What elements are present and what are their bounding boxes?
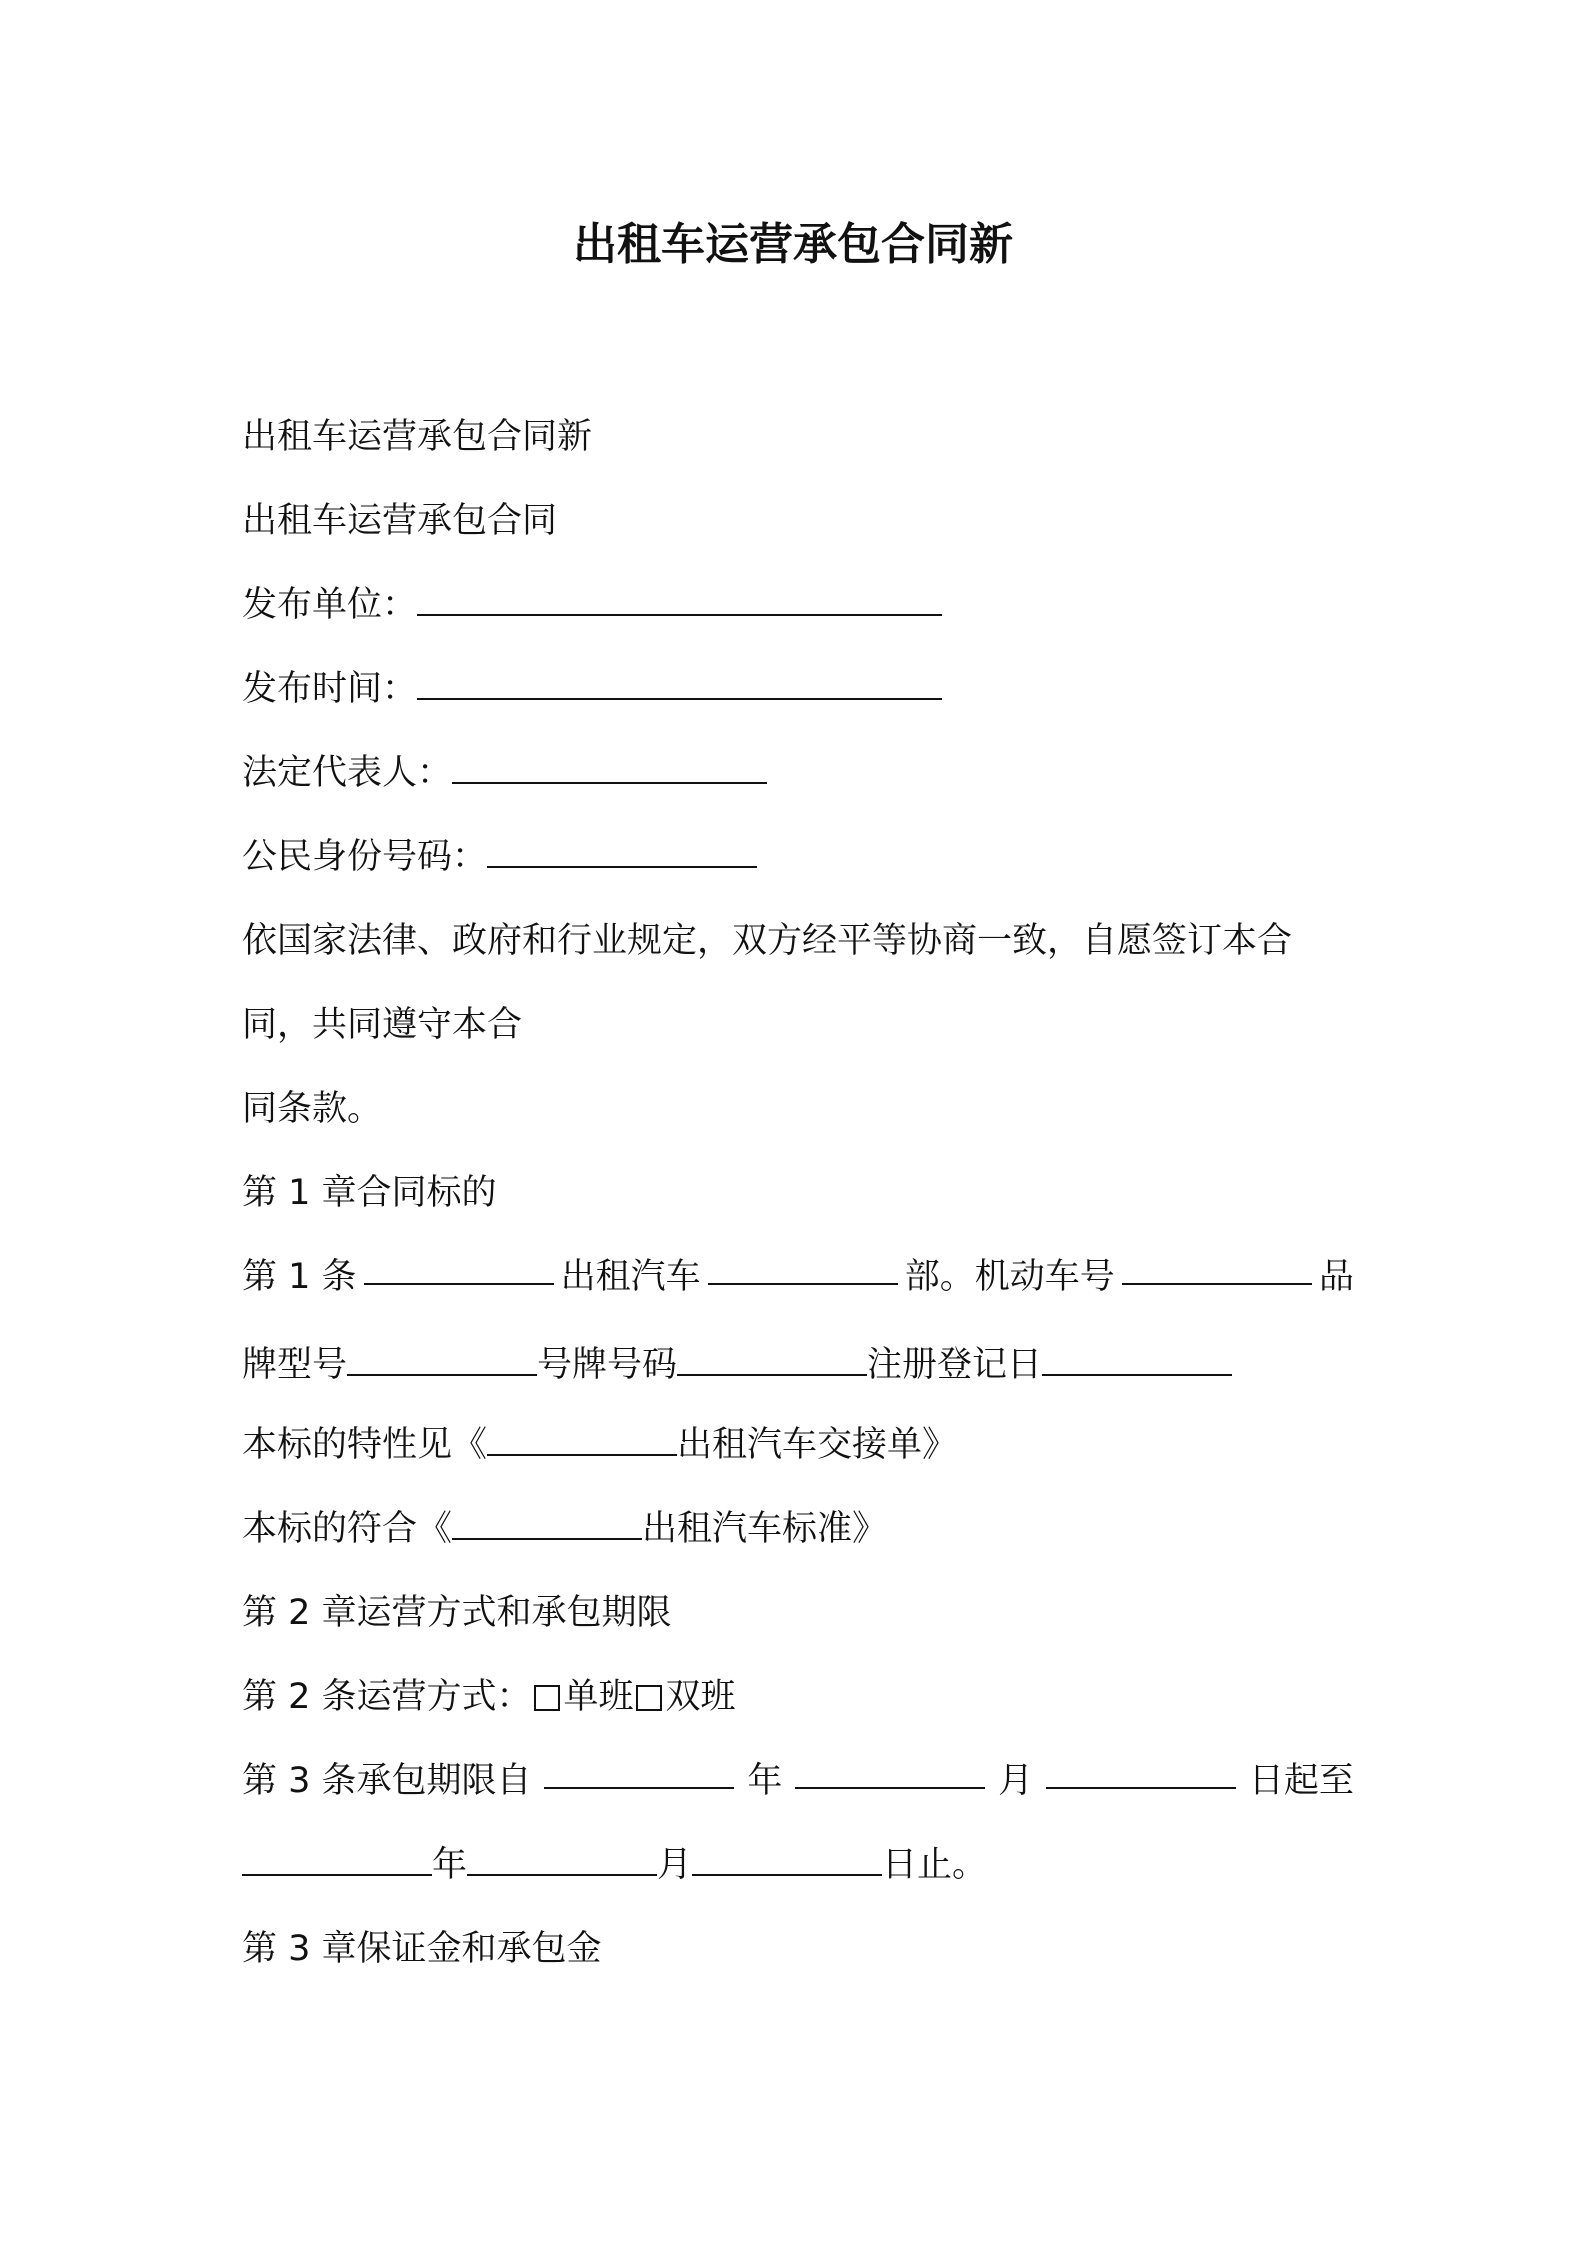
start-year-label: 年 xyxy=(747,1761,783,1801)
article-2-line xyxy=(242,1673,736,1721)
art1-register-label: 注册登记日 xyxy=(867,1345,1043,1385)
start-year-blank[interactable] xyxy=(544,1757,734,1789)
end-day-label: 日止。 xyxy=(882,1845,988,1885)
article-3-row-1 xyxy=(242,1757,1354,1805)
publisher-field xyxy=(242,581,942,629)
art1-model-label: 牌型号 xyxy=(242,1345,348,1385)
art1-plate-number-label: 号牌号码 xyxy=(537,1345,678,1385)
double-shift-checkbox[interactable] xyxy=(636,1685,662,1711)
art1-company-blank[interactable] xyxy=(364,1253,554,1285)
conform-blank[interactable] xyxy=(452,1508,642,1540)
single-shift-checkbox[interactable] xyxy=(534,1685,560,1711)
start-day-blank[interactable] xyxy=(1046,1757,1236,1789)
art1-label: 第 1 条 xyxy=(242,1257,357,1297)
art1-brand-char: 品 xyxy=(1318,1257,1354,1297)
chapter-3-heading: 第 3 章保证金和承包金 xyxy=(242,1929,602,1969)
publisher-label: 发布单位： xyxy=(242,585,418,625)
article-1-row-2 xyxy=(242,1341,1232,1389)
conform-line xyxy=(242,1505,887,1553)
end-year-blank[interactable] xyxy=(242,1844,432,1876)
end-month-blank[interactable] xyxy=(467,1844,657,1876)
start-month-blank[interactable] xyxy=(795,1757,985,1789)
double-shift-label: 双班 xyxy=(665,1677,736,1717)
art1-count-blank[interactable] xyxy=(708,1253,898,1285)
art3-label: 第 3 条承包期限自 xyxy=(242,1761,532,1801)
legal-rep-blank[interactable] xyxy=(452,752,767,784)
chapter-1-heading: 第 1 章合同标的 xyxy=(242,1173,497,1213)
publish-time-label: 发布时间： xyxy=(242,669,418,709)
id-number-blank[interactable] xyxy=(487,836,757,868)
legal-rep-label: 法定代表人： xyxy=(242,753,453,793)
subtitle-2: 出租车运营承包合同 xyxy=(242,501,558,541)
preamble-end: 同条款。 xyxy=(242,1089,383,1129)
art1-taxi-label: 出租汽车 xyxy=(560,1257,701,1297)
document-title: 出租车运营承包合同新 xyxy=(573,219,1013,270)
legal-rep-field xyxy=(242,749,767,797)
single-shift-label: 单班 xyxy=(563,1677,634,1717)
art1-plate-label: 部。机动车号 xyxy=(904,1257,1115,1297)
subtitle-1: 出租车运营承包合同新 xyxy=(242,417,593,457)
art1-vehicle-no-blank[interactable] xyxy=(1122,1253,1312,1285)
article-3-row-2 xyxy=(242,1841,987,1889)
preamble-paragraph: 依国家法律、政府和行业规定，双方经平等协商一致，自愿签订本合同，共同遵守本合 xyxy=(242,921,1293,1045)
chapter-2-heading: 第 2 章运营方式和承包期限 xyxy=(242,1593,672,1633)
conform-label: 本标的符合《 xyxy=(242,1509,453,1549)
id-number-label: 公民身份号码： xyxy=(242,837,488,877)
article-1-row-1 xyxy=(242,1253,1354,1301)
end-month-label: 月 xyxy=(657,1845,693,1885)
end-year-label: 年 xyxy=(432,1845,468,1885)
start-day-label: 日起至 xyxy=(1248,1761,1354,1801)
feature-label: 本标的特性见《 xyxy=(242,1425,488,1465)
art1-model-blank[interactable] xyxy=(347,1344,537,1376)
feature-blank[interactable] xyxy=(487,1424,677,1456)
art1-register-blank[interactable] xyxy=(1042,1344,1232,1376)
conform-tail: 出租汽车标准》 xyxy=(642,1509,888,1549)
end-day-blank[interactable] xyxy=(692,1844,882,1876)
id-number-field xyxy=(242,833,757,881)
publisher-blank[interactable] xyxy=(417,584,942,616)
art2-label: 第 2 条运营方式： xyxy=(242,1677,532,1717)
feature-tail: 出租汽车交接单》 xyxy=(677,1425,958,1465)
feature-line xyxy=(242,1421,957,1469)
art1-plate-number-blank[interactable] xyxy=(677,1344,867,1376)
publish-time-field xyxy=(242,665,942,713)
publish-time-blank[interactable] xyxy=(417,668,942,700)
start-month-label: 月 xyxy=(998,1761,1034,1801)
